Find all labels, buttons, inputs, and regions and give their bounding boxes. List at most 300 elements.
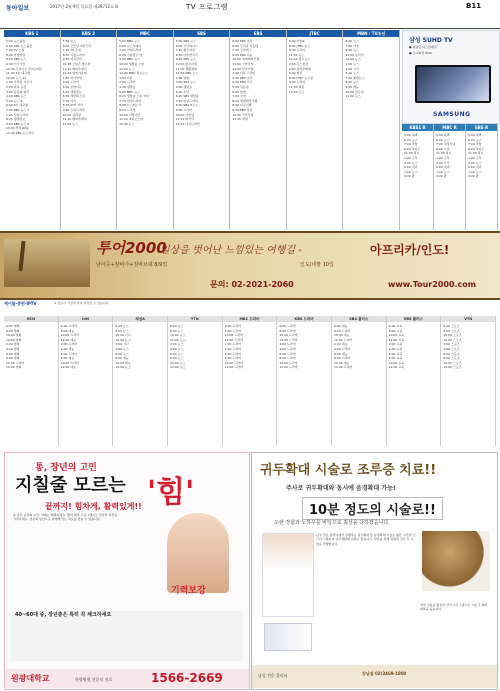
program-item: 2:30 EBS 초목 [232, 75, 253, 80]
ad-left-age-note: 40~60대 중, 장년층은 특히 꼭 체크하세요 [15, 612, 112, 618]
cable-program-item: 10:00 스포츠 [443, 360, 462, 365]
program-item: 7:00 아침 [345, 43, 359, 48]
cable-program-item: 12:00 드라마 [334, 365, 353, 370]
program-list [230, 37, 286, 124]
tv-ad-bullet-1: ● 퀀텀닷 디스플레이 [409, 45, 437, 49]
channel-column [230, 30, 287, 230]
cable-program-item: 4:00 뉴스 [170, 346, 184, 351]
program-item: 1:00 우리말 겨루기 [6, 80, 33, 85]
radio-program-item: 11:00 정오 [404, 151, 420, 156]
tour-slogan: 일상을 벗어난 느낌있는 여행길 - [160, 245, 302, 256]
program-item: 8:00 JTBC 뉴스 [288, 43, 311, 48]
radio-program-item: 1:00 오후 [436, 155, 450, 160]
program-item: 10:00 김과장 [62, 112, 81, 117]
cable-program-item: 4:00 뉴스 [115, 346, 129, 351]
program-item: 9:30 여유만만 [62, 57, 82, 62]
program-item: 7:10 TV 소설 [62, 48, 81, 53]
program-item: 4:00 정치부회의 [288, 66, 312, 71]
program-item: 10:00 미씽나인 [119, 112, 141, 117]
program-item: 9:00 KBS 뉴스 9 [6, 121, 30, 126]
radio-program-item: 7:00 아침 [468, 142, 482, 147]
cable-program-item: 6:00 영화 [6, 324, 20, 328]
radio-program-item: 5:00 새벽 [404, 133, 418, 137]
tour-destination: 아프리카/인도! [370, 243, 450, 257]
program-item: 6:20 SBS 생방송 [175, 94, 199, 99]
cable-program-item: 10:00 시사 [115, 333, 131, 338]
channel-column [4, 30, 61, 230]
program-item: 3:00 동물의 왕국 [6, 89, 30, 94]
program-item: 4:30 생방송 [119, 84, 136, 89]
cable-program-item: 12:00 뉴스 [170, 365, 186, 370]
cable-channel-name: EBS 플러스 [387, 316, 441, 322]
program-item: 9:40 SBS 뉴스 [175, 57, 196, 62]
program-item: 7:10 좋은아침 [175, 48, 195, 53]
section-title: TV 프로그램 [186, 3, 228, 11]
program-item: 8:00 뉴스 [345, 80, 359, 85]
cable-program-item: 2:00 영화 [6, 342, 20, 347]
ad-left-him: '힘' [147, 475, 195, 510]
program-item: 8:30 아침드라마 [62, 52, 85, 57]
ad-right-tagline: 오랜 경험과 노하우를 바탕으로 최선을 다하겠습니다. [274, 520, 390, 526]
ad-left-clinic: 원광대학교 [11, 674, 50, 683]
cable-program-item: 2:00 예능 [334, 342, 348, 347]
program-item: 11:30 뉴스 [345, 94, 361, 99]
cable-program-item: 10:00 드라마 [224, 333, 243, 338]
tour-banner-ad [0, 231, 500, 300]
program-item: 5:00 EBS 초목 [232, 39, 253, 43]
cable-channel-column [168, 316, 223, 446]
program-item: 6:00 뉴스투데이 [119, 43, 142, 48]
cable-program-item: 6:00 교육 [388, 324, 403, 328]
channel-name: MBC [117, 30, 173, 37]
radio-channel-name: MBC R [434, 124, 465, 131]
channel-column [174, 30, 231, 230]
ad-left-subhead: 끝까지! 힘차게, 활력있게!! [45, 502, 142, 511]
program-item: 10:00 사임당 [175, 112, 194, 117]
cable-program-item: 2:00 드라마 [224, 342, 242, 347]
ad-right-ten-minutes: 10분 정도의 시술로!! [302, 497, 443, 520]
cable-program-item: 10:00 예능 [334, 360, 350, 365]
cable-program-item: 6:00 예능 [334, 351, 348, 356]
tour-url[interactable]: www.Tour2000.com [388, 280, 477, 289]
cable-section-header [4, 300, 496, 316]
cable-program-list [441, 322, 495, 372]
tv-image [415, 65, 491, 103]
cable-program-item: 8:00 예능 [60, 356, 75, 361]
program-item: 3:00 드라마 [62, 80, 79, 85]
cable-program-item: 6:00 드라마 [60, 351, 78, 356]
program-item: 1:50 역사저널 [62, 75, 82, 80]
radio-program-item: 9:00 밤 [436, 174, 447, 179]
samsung-tv-ad [402, 30, 500, 124]
program-item: 12:40 연예가중계 [62, 71, 87, 76]
cable-program-item: 6:00 영화 [6, 351, 20, 356]
ad-left-doctors: 한방병원 전문의 진료 [75, 677, 113, 682]
cable-program-item: 12:00 드라마 [279, 337, 298, 342]
cable-program-item: 6:00 드라마 [279, 351, 296, 356]
cable-program-item: 6:00 드라마 [224, 351, 242, 356]
program-item: 11:00 생활경제 [175, 66, 197, 71]
program-item: 6:00 모닝와이드 [175, 43, 198, 48]
program-item: 9:30 드라마 [288, 48, 306, 53]
cable-program-item: 6:00 스포츠 [443, 324, 460, 328]
program-item: 5:00 MBC 뉴스 [119, 89, 141, 94]
cable-program-item: 8:00 영화 [6, 328, 20, 333]
cable-program-item: 10:00 영화 [6, 333, 22, 338]
cable-program-item: 8:00 스포츠 [443, 328, 460, 333]
cable-program-item: 2:00 시사 [115, 342, 129, 347]
cable-program-item: 8:00 드라마 [224, 356, 242, 361]
program-item: 11:30 해피투게더 [62, 66, 87, 71]
channel-column [343, 30, 400, 230]
program-item: 8:30 2TV 저녁 [62, 103, 83, 108]
radio-program-list [402, 131, 433, 181]
cable-program-item: 12:00 예능 [60, 337, 77, 342]
program-item: 8:55 드라마 [119, 107, 136, 112]
cable-program-item: 12:00 드라마 [279, 365, 298, 370]
program-item: 5:00 MBC 뉴스 [119, 39, 141, 43]
ad-right-headline: 귀두확대 시술로 조루증 치료!! [260, 463, 437, 478]
cable-program-item: 12:00 드라마 [224, 337, 243, 342]
cable-program-item: 8:00 교육 [388, 356, 403, 361]
cable-program-item: 12:00 뉴스 [170, 337, 186, 342]
program-item: 6:30 세상의 모든 [62, 94, 86, 99]
cable-channel-column [59, 316, 114, 446]
cable-program-item: 4:00 교육 [388, 346, 403, 351]
program-item: 10:30 무엇이든 물어보세요 [6, 66, 43, 71]
program-item: 11:10 해피투게더 [62, 117, 87, 122]
cable-program-item: 10:00 드라마 [6, 360, 25, 365]
program-item: 7:15 일일드라마 [119, 98, 142, 103]
cable-channel-name: YTN [168, 316, 222, 322]
ad-left-body: 중·장년 남성의 고민, 이제는 해결하세요. 활력 회복 프로그램으로 당당한 하루를 시작하세요. 전문의 상담으로 나에게 맞는 치료를 받을 수 있습니다. [13, 513, 118, 522]
program-item: 7:35 일일드라마 [6, 112, 29, 117]
program-item: 8:00 JTBC 뉴스룸 [288, 75, 313, 80]
cable-program-item: 2:00 드라마 [60, 342, 78, 347]
cable-channel-column [387, 316, 442, 446]
cable-note: ※ 방송사 사정에 따라 변경될 수 있습니다 [54, 301, 109, 305]
tour-line-1: 남아공+잠비아+짐바브웨 8/9일 [96, 262, 168, 268]
cable-program-item: 8:00 뉴스 [170, 328, 184, 333]
program-item: 10:45 극한직업 [232, 112, 254, 117]
cable-program-item: 6:00 뉴스 [170, 324, 184, 328]
cable-program-item: 10:00 드라마 [224, 360, 243, 365]
program-item: 5:30 뉴스 [62, 39, 77, 43]
program-item: 7:00 가족 [62, 98, 77, 103]
cable-channel-name: tvN [59, 316, 113, 322]
cable-channel-column [223, 316, 278, 446]
program-item: 8:00 세계테마기행 [232, 98, 258, 103]
program-item: 9:20 수목드라마 [62, 107, 85, 112]
radio-program-item: 9:00 오전 [436, 146, 450, 151]
radio-program-item: 7:00 뉴스 [468, 169, 482, 174]
ad-right-address[interactable]: 강남점 02)3469-1800 [362, 671, 407, 676]
tour-phone: 문의: 02-2021-2060 [210, 280, 294, 289]
program-item: 9:00 드라마 [175, 107, 193, 112]
channel-name: EBS [230, 30, 286, 37]
program-item: 6:00 아침& [288, 39, 305, 43]
radio-channel-name: SBS R [466, 124, 497, 131]
cable-program-item: 10:00 스포츠 [443, 333, 462, 338]
cable-channel-name: MBC 드라마 [223, 316, 277, 322]
radio-program-item: 7:00 여성시대 [436, 142, 456, 147]
radio-program-list [434, 131, 465, 181]
ad-left-info-box [11, 611, 243, 661]
cable-program-item: 4:00 드라마 [224, 346, 242, 351]
program-item: 7:00 KBS 뉴스 7 [6, 107, 30, 112]
program-item: 9:00 뉴스 [345, 48, 359, 53]
channel-name: SBS [174, 30, 230, 37]
cable-program-item: 8:00 뉴스 [115, 328, 129, 333]
radio-program-item: 9:00 밤 [404, 174, 415, 179]
ad-left-tag: 기력보강 [171, 586, 206, 596]
program-item: 10:00 좋은아침 [175, 61, 197, 66]
cable-program-item: 2:00 드라마 [279, 342, 296, 347]
program-item: 9:40 드라마 [288, 80, 306, 85]
safari-image [4, 239, 90, 287]
radio-program-item: 3:00 뉴스 [404, 160, 418, 165]
cable-program-item: 2:00 스포츠 [443, 342, 460, 347]
cable-program-item: 10:00 드라마 [60, 360, 79, 365]
program-item: 8:25 생생정보 [6, 117, 26, 122]
cable-program-item: 10:00 교육 [388, 333, 405, 338]
program-item: 3:00 SBS 뉴스 [175, 80, 196, 85]
cable-program-item: 4:00 영화 [6, 346, 20, 351]
cable-program-item: 8:00 스포츠 [443, 356, 460, 361]
cable-program-item: 10:00 예능 [334, 333, 350, 338]
cable-program-item: 6:00 뉴스 [170, 351, 184, 356]
cable-program-item: 8:00 교육 [388, 328, 403, 333]
cable-channel-column [332, 316, 387, 446]
radio-program-list [466, 131, 497, 181]
cable-program-item: 8:00 뉴스 [170, 356, 184, 361]
cable-program-item: 4:00 스포츠 [443, 346, 460, 351]
program-item: 7:00 TV 소설 [6, 48, 25, 53]
tour-line-2: 인도/네팔 10일 [300, 262, 334, 268]
program-item: 9:30 EBS 다큐 [232, 107, 253, 112]
program-item: 4:00 생방송 [175, 84, 193, 89]
radio-column [434, 124, 466, 230]
radio-channel-name: KBS1 R [402, 124, 433, 131]
radio-program-item: 1:00 오후 [404, 155, 418, 160]
radio-program-item: 3:00 뉴스 [468, 160, 482, 165]
program-item: 1:00 영화 [175, 75, 190, 80]
program-item: 7:20 일일드라마 [175, 98, 198, 103]
program-item: 8:20 기분좋은 날 [119, 52, 143, 57]
program-item: 9:00 KBS 뉴스 [6, 57, 27, 62]
cable-program-item: 6:00 뉴스 [115, 324, 129, 328]
program-item: 5:00 뉴스광장 [6, 39, 26, 43]
program-item: 12:00 한국기행 [232, 66, 254, 71]
program-item: 6:00 썰전 [288, 71, 303, 76]
mushroom-image [422, 531, 490, 591]
cable-program-item: 10:00 드라마 [279, 360, 298, 365]
cable-channel-name: KBS 드라마 [277, 316, 331, 322]
program-item: 1:00 다큐 프라임 [232, 71, 256, 76]
program-item: 9:30 MBC 뉴스 [119, 57, 141, 62]
tv-listing-grid [4, 30, 400, 230]
radio-program-item: 9:00 밤 [468, 174, 479, 179]
tv-ad-brand: 삼성 SUHD TV [409, 37, 453, 44]
program-item: 11:10 라디오스타 [119, 117, 144, 122]
radio-program-item: 1:00 오후 [468, 155, 482, 160]
cable-program-item: 10:00 드라마 [279, 333, 298, 338]
cable-program-item: 6:00 드라마 [224, 324, 242, 328]
channel-name: JTBC [287, 30, 343, 37]
cable-program-item: 12:00 스포츠 [443, 365, 462, 370]
cable-program-item: 8:00 드라마 [334, 328, 351, 333]
radio-program-item: 7:00 아침 [404, 142, 418, 147]
cable-channel-name: VTN [441, 316, 495, 322]
program-item: 10:00 알토란 [345, 89, 364, 94]
cable-program-item: 8:00 드라마 [279, 356, 296, 361]
cable-program-item: 8:00 예능 [60, 328, 75, 333]
cable-program-item: 10:00 교육 [388, 360, 405, 365]
cable-program-list [387, 322, 441, 372]
cable-channel-column [277, 316, 332, 446]
program-item: 8:50 한국기행 [232, 103, 252, 108]
program-item: 10:30 오늘은 좋은날 [62, 61, 91, 66]
page-header [0, 0, 500, 29]
program-item: 5:00 생생정보 [62, 89, 82, 94]
ad-right-subhead: 주사로 귀두확대와 동시에 음경확대 가능! [286, 485, 396, 492]
radio-program-item: 6:00 뉴스 [436, 137, 450, 142]
cable-program-item: 12:00 교육 [388, 337, 405, 342]
cable-program-item: 12:00 드라마 [224, 365, 243, 370]
program-item: 6:20 생방송 오늘 저녁 [119, 94, 150, 99]
cable-channel-name: OCN [4, 316, 58, 322]
program-item: 8:00 아침마당 [6, 52, 26, 57]
program-item: 2:00 뉴스현장 [288, 61, 309, 66]
program-item: 12:00 뉴스 [345, 57, 361, 62]
cable-program-list [59, 322, 113, 372]
program-item: 5:00 SBS 뉴스 [175, 39, 196, 43]
program-item: 9:00 예능 [345, 84, 359, 89]
cable-program-item: 6:00 예능 [334, 324, 348, 328]
program-list [61, 37, 117, 128]
cable-program-item: 8:00 영화 [6, 356, 20, 361]
program-item: 1:00 다큐 [119, 75, 133, 80]
cable-program-item: 2:00 교육 [388, 342, 403, 347]
cable-program-item: 8:00 예능 [115, 356, 129, 361]
program-item: 11:30 6시 내고향 [6, 71, 31, 76]
doctor-photo [262, 533, 314, 617]
program-list [287, 37, 343, 96]
cable-program-item: 12:00 뉴스 [115, 337, 131, 342]
program-item: 3:00 시사 [345, 66, 359, 71]
cable-program-item: 12:00 영화 [6, 365, 22, 370]
channel-name: KBS 2 [61, 30, 117, 37]
program-item: 9:00 EBS 수능 [232, 52, 253, 57]
cable-program-item: 4:00 드라마 [334, 346, 351, 351]
program-item: 10:00 세계테마기행 [232, 57, 260, 62]
radio-program-item: 6:00 뉴스 [468, 137, 482, 142]
page-number: B11 [466, 2, 482, 10]
program-list [117, 37, 173, 128]
radio-program-item: 6:00 뉴스 [404, 137, 418, 142]
clinic-ad-right [251, 452, 498, 690]
cable-program-item: 10:00 뉴스 [170, 333, 186, 338]
cable-program-item: 6:00 스포츠 [443, 351, 460, 356]
program-item: 11:00 KBS 뉴스라인 [6, 130, 35, 135]
radio-listing [402, 124, 498, 230]
ad-left-phone[interactable]: 1566-2669 [151, 671, 223, 685]
program-item: 12:20 뉴스 [288, 89, 305, 94]
program-item: 5:00 뉴스 [345, 71, 359, 76]
cable-channel-name: 채널A [113, 316, 167, 322]
radio-program-item: 11:00 정오 [468, 151, 484, 156]
product-image [264, 623, 312, 651]
program-item: 11:00 썰전 [288, 84, 305, 89]
samsung-logo: SAMSUNG [433, 111, 471, 118]
ad-right-clinic-name: 남성 전문 클리닉 [258, 673, 288, 678]
radio-column [466, 124, 498, 230]
program-item: 2:00 드라마 [119, 80, 136, 85]
cable-program-item: 8:00 드라마 [279, 328, 296, 333]
program-item: 10:00 동치미 [345, 52, 364, 57]
program-item: 8:00 SBS 8뉴스 [175, 103, 198, 108]
program-item: 4:00 무엇이든 [62, 84, 82, 89]
cable-program-item: 12:00 스포츠 [443, 337, 462, 342]
program-item: 11:35 세계 [232, 117, 248, 122]
cable-program-item: 8:00 드라마 [224, 328, 242, 333]
cable-channel-column [113, 316, 168, 446]
radio-program-item: 7:00 뉴스 [404, 169, 418, 174]
cable-program-item: 12:00 드라마 [334, 337, 353, 342]
channel-name: MBN / TV조선 [343, 30, 399, 37]
cable-channel-name: SBS 플러스 [332, 316, 386, 322]
program-item: 10:00 생방송 오늘 [119, 61, 145, 66]
radio-program-item: 3:00 두시 [436, 160, 450, 165]
ad-right-side-text: 자연 성분을 활용한 관리 프로그램으로 시술 후 빠른 회복을 돕습니다. [420, 603, 488, 611]
cable-title: 케이블·종편·IPTV [4, 301, 37, 306]
program-item: 12:30 나이트라인 [175, 121, 200, 126]
program-list [174, 37, 230, 128]
newspaper-name: 동아일보 [6, 5, 30, 12]
program-item: 2:00 다큐 공감 [6, 84, 27, 89]
channel-column [61, 30, 118, 230]
radio-program-item: 5:00 저녁 [468, 165, 482, 170]
program-item: 5:00 뉴스 5 [6, 98, 23, 103]
program-list [343, 37, 399, 101]
man-photo [167, 513, 229, 593]
program-item: 1:00 뉴스 [345, 61, 359, 66]
ad-right-body: 남성 전문 클리닉에서 진행하는 귀두확대 및 음경확대 시술은 짧은 시간에 간단히 시행되며 일상생활에 지장이 없습니다. 상담을 통해 정확한 진단 후 시술을 진행합니다. [316, 533, 416, 546]
program-item: 12:00 MBC 정오뉴스 [119, 71, 148, 76]
program-item: 7:20 아침드라마 [119, 48, 142, 53]
radio-program-item: 7:00 뉴스 [436, 169, 450, 174]
radio-program-item: 5:00 새벽 [436, 133, 450, 137]
radio-column [402, 124, 434, 230]
cable-program-item: 12:00 뉴스 [115, 365, 131, 370]
radio-program-item: 9:00 라디오 [404, 146, 421, 151]
program-item: 5:00 딩동댕 [232, 84, 249, 89]
program-list [4, 37, 60, 137]
radio-program-item: 5:00 저녁 [436, 165, 450, 170]
program-item: 6:00 뽀뽀 [232, 89, 246, 94]
cable-program-item: 10:00 드라마 [60, 333, 79, 338]
cable-program-item: 4:00 예능 [60, 346, 75, 351]
cable-program-item: 10:00 예능 [115, 360, 131, 365]
program-item: 6:00 모여라 딩동댕 [232, 43, 259, 48]
tour-logo: 투어2000 [96, 239, 167, 257]
cable-program-list [113, 322, 167, 372]
cable-listing-grid [4, 316, 496, 446]
cable-program-item: 12:00 예능 [60, 365, 77, 370]
channel-name: KBS 1 [4, 30, 60, 37]
cable-program-list [223, 322, 277, 372]
radio-program-item: 5:00 새벽 [468, 133, 482, 137]
